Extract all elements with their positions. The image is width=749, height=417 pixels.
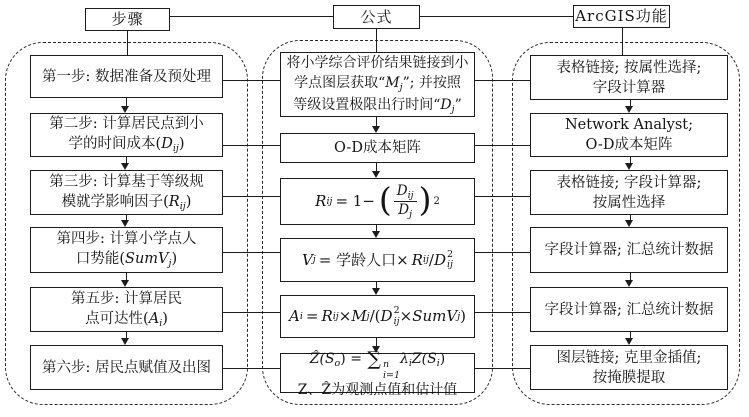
- connector-left-mid-row4: [223, 252, 280, 253]
- step-2-line2: 学的时间成本$(D_{ij})$: [68, 136, 185, 155]
- arcgis-1-box: [530, 55, 728, 100]
- formula-kriging-box: [280, 347, 475, 398]
- formula-link-line3: 等级设置极限出行时间“$D_j$”: [293, 96, 462, 115]
- arcgis-6-box: [530, 345, 728, 390]
- header-formulas: [333, 5, 420, 29]
- down-arrow: [630, 215, 631, 220]
- arcgis-4-box: [530, 227, 728, 273]
- connector-mid-right-row4: [475, 252, 530, 253]
- step-1-box: [30, 55, 223, 98]
- formula-link-line2: 学点图层获取“$M_j$”; 并按照: [294, 74, 461, 93]
- arcgis-6-line2: 按掩膜提取: [592, 369, 666, 386]
- header-arcgis-label: ArcGIS功能: [575, 7, 668, 26]
- step-6-text: 第六步: 居民点赋值及出图: [42, 359, 211, 376]
- down-arrow: [630, 157, 631, 163]
- step-1-text: 第一步: 数据准备及预处理: [42, 68, 211, 85]
- formula-vj-box: V j = 学龄人口× R ij / D 2 ij: [280, 238, 475, 282]
- down-arrow: [126, 157, 127, 163]
- step-3-line2: 模就学影响因子$(R_{ij})$: [61, 193, 192, 212]
- sup-sub-stack: 2 ij: [393, 305, 400, 327]
- formula-link-line1: 将小学综合评价结果链接到小: [286, 54, 469, 71]
- sigma-symbol: ∑: [367, 347, 381, 370]
- arcgis-header-stub-line: [622, 27, 623, 55]
- step-5-line1: 第五步: 计算居民: [71, 290, 182, 307]
- connector-left-mid-row1: [223, 80, 280, 81]
- connector-left-mid-row5: [223, 312, 280, 313]
- step-4-line2: 口势能(SumV$_j$): [75, 251, 178, 270]
- formula-ai-box: A i = R ij × M j /( D 2 ij × SumV j ): [280, 295, 475, 338]
- down-arrow: [126, 98, 127, 106]
- od-cost-matrix-text: O-D成本矩阵: [334, 140, 421, 156]
- arcgis-5-text: 字段计算器; 汇总统计数据: [544, 301, 714, 318]
- step-2-box: [30, 113, 223, 157]
- arcgis-1-line2: 字段计算器: [592, 79, 666, 96]
- step-4-box: [30, 227, 223, 273]
- arcgis-2-box: [530, 113, 728, 157]
- down-arrow: [630, 332, 631, 338]
- header-connector-line-right: [420, 16, 573, 17]
- connector-mid-right-row5: [475, 312, 530, 313]
- down-arrow: [630, 100, 631, 106]
- arcgis-3-box: [530, 170, 728, 215]
- header-steps: [85, 8, 170, 31]
- right-paren: ): [418, 179, 432, 219]
- down-arrow: [376, 282, 377, 288]
- down-arrow: [376, 225, 377, 231]
- fraction: $\frac{D_{ij}}{D_j}$: [394, 183, 417, 221]
- down-arrow: [376, 338, 377, 346]
- header-formulas-label: 公式: [360, 7, 393, 26]
- step-6-box: [30, 345, 223, 390]
- od-cost-matrix-box: [280, 133, 475, 163]
- formula-rij-box: R ij = 1− ( $\frac{D_{ij}}{D_j}$ ) 2: [280, 178, 475, 225]
- header-arcgis: [573, 5, 670, 28]
- sup-sub-stack: 2 ij: [447, 248, 454, 270]
- arcgis-5-box: [530, 287, 728, 332]
- arcgis-1-line1: 表格链接; 按属性选择;: [556, 59, 702, 76]
- kriging-note-line: Z、Ẑ为观测点值和估计值: [297, 381, 458, 398]
- arcgis-4-text: 字段计算器; 汇总统计数据: [544, 242, 714, 258]
- down-arrow: [376, 117, 377, 126]
- connector-left-mid-row3: [223, 196, 280, 197]
- arcgis-2-line1: Network Analyst;: [564, 117, 693, 133]
- formula-link-box: [280, 52, 475, 117]
- step-5-line2: 点可达性$(A_i)$: [85, 310, 168, 329]
- connector-left-mid-row6: [223, 368, 280, 369]
- connector-mid-right-row1: [475, 80, 530, 81]
- connector-mid-right-row6: [475, 368, 530, 369]
- step-3-box: [30, 170, 223, 215]
- left-paren: (: [378, 179, 392, 219]
- step-2-line1: 第二步: 计算居民点到小: [49, 116, 204, 133]
- arcgis-3-line1: 表格链接; 字段计算器;: [556, 174, 702, 191]
- down-arrow: [376, 163, 377, 171]
- down-arrow: [126, 215, 127, 220]
- step-5-box: [30, 287, 223, 332]
- connector-left-mid-row2: [223, 145, 280, 146]
- kriging-formula-line: $Ẑ(S_o)$ = ∑ n i=1 $\lambda_iZ(S_i)$: [309, 347, 446, 381]
- connector-mid-right-row3: [475, 196, 530, 197]
- arcgis-3-line2: 按属性选择: [592, 194, 666, 211]
- connector-mid-right-row2: [475, 145, 530, 146]
- header-connector-line-left: [170, 16, 333, 17]
- step-3-line1: 第三步: 计算基于等级规: [49, 173, 204, 190]
- formulas-header-stub-line: [376, 28, 377, 52]
- steps-header-stub-line: [127, 30, 128, 55]
- down-arrow: [126, 332, 127, 338]
- arcgis-2-line2: O-D成本矩阵: [585, 137, 673, 153]
- step-4-line1: 第四步: 计算小学点人: [56, 231, 197, 248]
- down-arrow: [630, 273, 631, 280]
- header-steps-label: 步骤: [111, 10, 144, 29]
- arcgis-6-line1: 图层链接; 克里金插值;: [556, 349, 702, 366]
- down-arrow: [126, 273, 127, 280]
- sigma-limits: n i=1: [382, 359, 400, 381]
